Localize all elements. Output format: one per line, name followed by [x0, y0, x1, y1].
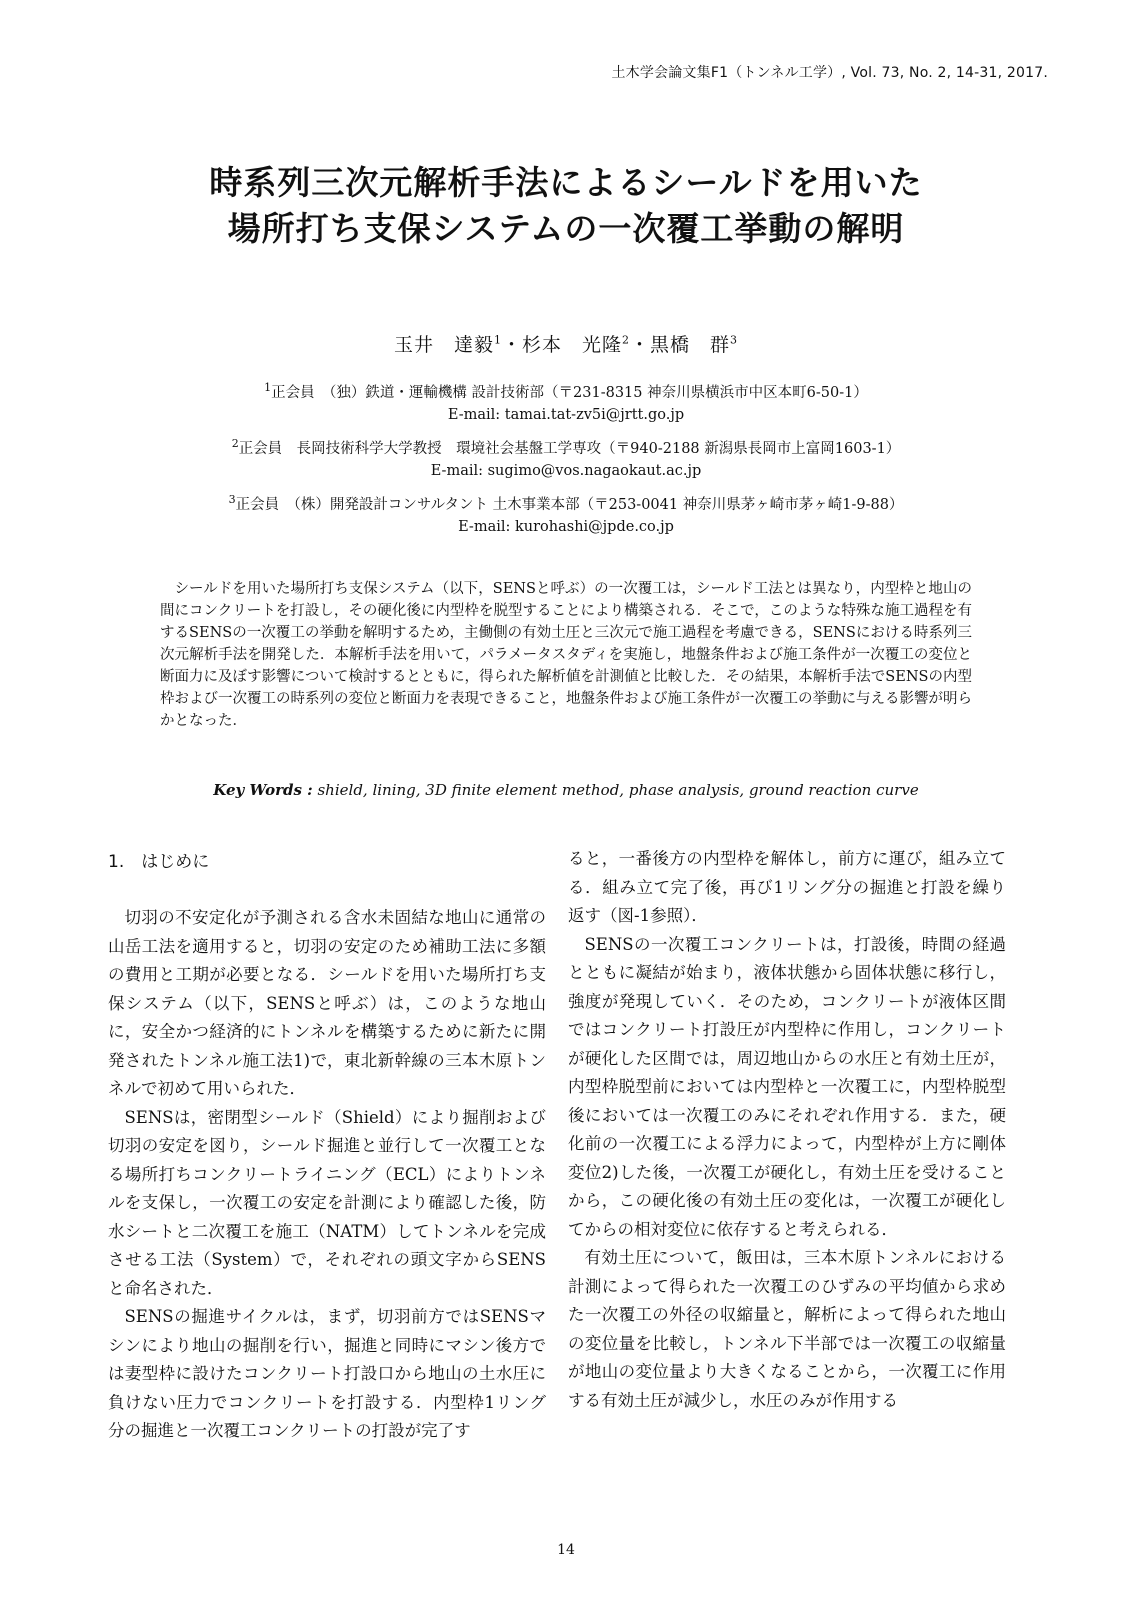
- author-3: 黒橋 群: [650, 334, 731, 356]
- affiliation-line: [0, 377, 1132, 404]
- affiliation-line: [0, 433, 1132, 460]
- affiliation-email: E-mail: tamai.tat-zv5i@jrtt.go.jp: [447, 406, 685, 423]
- title-line-2: 場所打ち支保システムの一次覆工挙動の解明: [227, 209, 905, 248]
- keywords-text: shield, lining, 3D finite element method, phase analysis, ground reaction curve: [317, 781, 919, 799]
- author-2: 杉本 光隆: [521, 334, 622, 356]
- affiliation-text: 正会員 （株）開発設計コンサルタント 土木事業本部（〒253-0041 神奈川県茅ヶ崎市茅ヶ崎1-9-88）: [235, 496, 904, 513]
- paragraph: 切羽の不安定化が予測される含水未固結な地山に通常の山岳工法を適用すると，切羽の安定のため補助工法に多額の費用と工期が必要となる．シールドを用いた場所打ち支保システム（以下，SENSと呼ぶ）は，このような地山に，安全かつ経済的にトンネルを構築するために新たに開発されたトンネル施工法1)で，東北新幹線の三本木原トンネルで初めて用いられた．: [108, 908, 546, 1098]
- paragraph: SENSは，密閉型シールド（Shield）により掘削および切羽の安定を図り，シールド掘進と並行して一次覆工となる場所打ちコンクリートライニング（ECL）によりトンネルを支保し，一次覆工の安定を計測により確認した後，防水シートと二次覆工を施工（NATM）してトンネルを完成させる工法（System）で，それぞれの頭文字からSENSと命名された．: [108, 1107, 546, 1298]
- author-separator: ・: [630, 334, 651, 356]
- author-separator: ・: [501, 334, 522, 356]
- affiliation-email: E-mail: sugimo@vos.nagaokaut.ac.jp: [430, 462, 702, 479]
- affiliation-line: [0, 489, 1132, 516]
- journal-citation: 土木学会論文集F1（トンネル工学）, Vol. 73, No. 2, 14-31, 2017.: [611, 65, 1048, 81]
- paragraph: SENSの一次覆工コンクリートは，打設後，時間の経過とともに凝結が始まり，液体状態から固体状態に移行し，強度が発現していく．そのため，コンクリートが液体区間ではコンクリート打設圧が内型枠に作用し，コンクリートが硬化した区間では，周辺地山からの水圧と有効土圧が，内型枠脱型前においては内型枠と一次覆工に，内型枠脱型後においては一次覆工のみにそれぞれ作用する．また，硬化前の一次覆工による浮力によって，内型枠が上方に剛体変位2)した後，一次覆工が硬化し，有効土圧を受けることから，この硬化後の有効土圧の変化は，一次覆工が硬化してからの相対変位に依存すると考えられる．: [568, 934, 1006, 1239]
- paragraph: SENSの掘進サイクルは，まず，切羽前方ではSENSマシンにより地山の掘削を行い，掘進と同時にマシン後方では妻型枠に設けたコンクリート打設口から地山の土水圧に負けない圧力でコンクリートを打設する．内型枠1リング分の掘進と一次覆工コンクリートの打設が完了す: [108, 1307, 546, 1440]
- affiliation-text: 正会員 長岡技術科学大学教授 環境社会基盤工学専攻（〒940-2188 新潟県長岡市上富岡1603-1）: [238, 440, 901, 457]
- title-line-1: 時系列三次元解析手法によるシールドを用いた: [209, 163, 923, 202]
- author-2-affiliation-mark: 2: [622, 333, 630, 347]
- author-1-affiliation-mark: 1: [493, 333, 502, 347]
- abstract: シールドを用いた場所打ち支保システム（以下，SENSと呼ぶ）の一次覆工は，シールド工法とは異なり，内型枠と地山の間にコンクリートを打設し，その硬化後に内型枠を脱型することにより構築される．そこで，このような特殊な施工過程を有するSENSの一次覆工の挙動を解明するため，主働側の有効土圧と三次元で施工過程を考慮できる，SENSにおける時系列三次元解析手法を開発した．本解析手法を用いて，パラメータスタディを実施し，地盤条件および施工条件が一次覆工の変位と断面力に及ぼす影響について検討するとともに，得られた解析値を計測値と比較した．その結果，本解析手法でSENSの内型枠および一次覆工の時系列の変位と断面力を表現できること，地盤条件および施工条件が一次覆工の挙動に与える影響が明らかとなった．: [160, 581, 972, 729]
- right-column: [568, 845, 1006, 1415]
- affiliation-email: E-mail: kurohashi@jpde.co.jp: [458, 518, 674, 535]
- affiliation-2: [0, 433, 1132, 482]
- paper-title: [0, 160, 1132, 252]
- left-column: [108, 848, 546, 1446]
- paragraph: ると，一番後方の内型枠を解体し，前方に運び，組み立てる．組み立て完了後，再び1リング分の掘進と打設を繰り返す（図-1参照）．: [568, 849, 1006, 925]
- author-3-affiliation-mark: 3: [730, 333, 739, 347]
- keywords-label: Key Words :: [213, 781, 313, 799]
- section-heading: 1. はじめに: [108, 852, 210, 872]
- affiliation-1: [0, 377, 1132, 426]
- affiliation-mark: 2: [231, 437, 239, 450]
- affiliation-3: [0, 489, 1132, 538]
- paragraph: 有効土圧について，飯田は，三本木原トンネルにおける計測によって得られた一次覆工のひずみの平均値から求めた一次覆工の外径の収縮量と，解析によって得られた地山の変位量を比較し，トンネル下半部では一次覆工の収縮量が地山の変位量より大きくなることから，一次覆工に作用する有効土圧が減少し，水圧のみが作用する: [568, 1248, 1006, 1410]
- affiliation-mark: 1: [264, 381, 272, 394]
- page-number: 14: [557, 1542, 575, 1558]
- affiliation-mark: 3: [228, 493, 236, 506]
- keywords: [0, 781, 1132, 799]
- author-1: 玉井 達毅: [393, 334, 494, 356]
- affiliation-text: 正会員 （独）鉄道・運輸機構 設計技術部（〒231-8315 神奈川県横浜市中区本町6-50-1）: [271, 384, 868, 401]
- author-list: [0, 330, 1132, 357]
